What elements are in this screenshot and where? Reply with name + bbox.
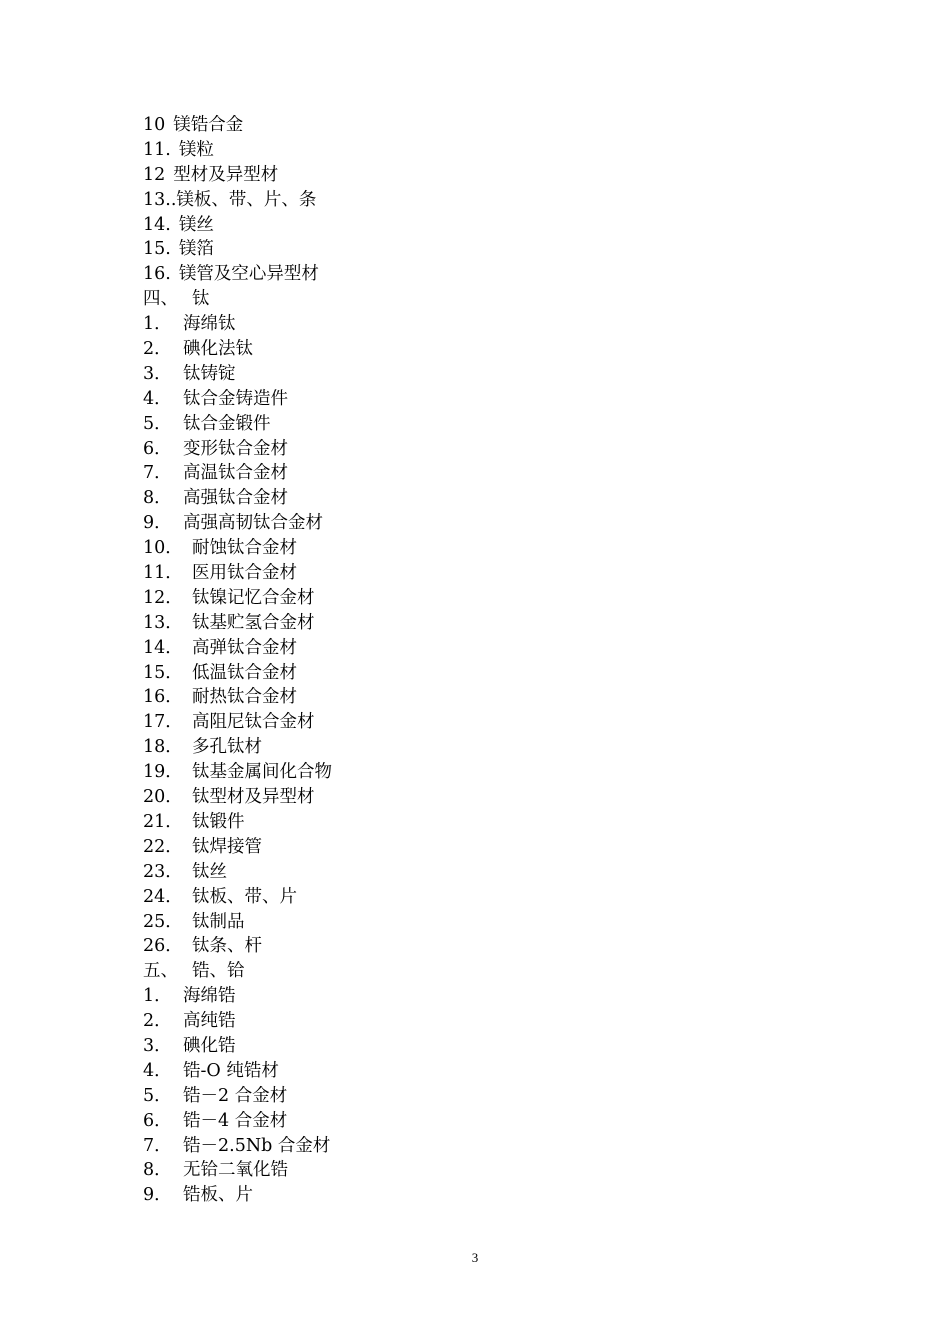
item-text: 镁箔 — [178, 239, 214, 260]
list-item — [143, 1009, 843, 1034]
list-item — [143, 362, 843, 387]
item-number: 4． — [143, 1060, 172, 1081]
section-heading-titanium — [143, 287, 843, 312]
list-item — [143, 486, 843, 511]
list-item — [143, 412, 843, 437]
item-number: 17． — [143, 712, 183, 733]
item-text: 型材及异型材 — [173, 164, 279, 185]
item-text: 钛焊接管 — [192, 836, 262, 857]
item-number: 22． — [143, 836, 183, 857]
item-text: 钛基贮氢合金材 — [192, 612, 315, 633]
list-item — [143, 586, 843, 611]
list-item — [143, 885, 843, 910]
item-text: 钛制品 — [192, 911, 245, 932]
section-number: 五、 — [143, 961, 178, 982]
section-title: 钛 — [192, 289, 210, 310]
item-number: 23． — [143, 861, 183, 882]
list-item — [143, 1109, 843, 1134]
item-number: 5． — [143, 413, 172, 434]
item-number: 6． — [143, 1110, 172, 1131]
item-text: 多孔钛材 — [192, 737, 262, 758]
list-item — [143, 1084, 843, 1109]
item-number: 6． — [143, 438, 172, 459]
item-text: 低温钛合金材 — [192, 662, 297, 683]
item-number: 25． — [143, 911, 183, 932]
list-item — [143, 810, 843, 835]
item-text: 镁丝 — [178, 214, 214, 235]
list-item — [143, 561, 843, 586]
item-number: 1． — [143, 314, 172, 335]
item-text: 钛条、杆 — [192, 936, 262, 957]
item-text: 海绵钛 — [183, 314, 236, 335]
item-number: 12 — [143, 164, 166, 185]
item-text: 高纯锆 — [183, 1011, 236, 1032]
item-number: 7． — [143, 463, 172, 484]
item-text: 耐热钛合金材 — [192, 687, 297, 708]
list-item — [143, 710, 843, 735]
item-number: 19． — [143, 762, 183, 783]
item-number: 18． — [143, 737, 183, 758]
item-text: 钛合金锻件 — [183, 413, 271, 434]
list-item — [143, 1134, 843, 1159]
document-body — [143, 113, 843, 1208]
item-number: 14． — [143, 637, 183, 658]
item-number: 9． — [143, 513, 172, 534]
list-item — [143, 387, 843, 412]
item-text: 海绵锆 — [183, 986, 236, 1007]
item-number: 20． — [143, 787, 183, 808]
list-item — [143, 1183, 843, 1208]
item-number: 21． — [143, 811, 183, 832]
item-number: 10． — [143, 538, 183, 559]
list-item — [143, 213, 843, 238]
item-text: 变形钛合金材 — [183, 438, 288, 459]
item-number: 13.. — [143, 189, 177, 210]
item-text: 锆-O 纯锆材 — [183, 1060, 279, 1081]
list-item — [143, 910, 843, 935]
item-number: 2． — [143, 1011, 172, 1032]
item-number: 10 — [143, 115, 166, 135]
list-item — [143, 934, 843, 959]
item-text: 高弹钛合金材 — [192, 637, 297, 658]
item-number: 8． — [143, 488, 172, 509]
item-text: 钛板、带、片 — [192, 886, 297, 907]
list-item — [143, 163, 843, 188]
item-text: 钛锻件 — [192, 811, 245, 832]
list-item — [143, 685, 843, 710]
item-number: 5． — [143, 1085, 172, 1106]
list-item — [143, 511, 843, 536]
item-number: 12． — [143, 587, 183, 608]
item-text: 锆－2.5Nb 合金材 — [183, 1135, 331, 1156]
item-text: 钛丝 — [192, 861, 227, 882]
item-number: 24． — [143, 886, 183, 907]
list-item — [143, 661, 843, 686]
item-number: 16. — [143, 264, 171, 285]
item-number: 26． — [143, 936, 183, 957]
list-item — [143, 237, 843, 262]
list-item — [143, 461, 843, 486]
item-text: 镁粒 — [178, 139, 214, 160]
list-item — [143, 636, 843, 661]
zirconium-list — [143, 984, 843, 1208]
item-number: 8． — [143, 1160, 172, 1181]
list-item — [143, 113, 843, 138]
list-item — [143, 138, 843, 163]
list-item — [143, 1059, 843, 1084]
list-item — [143, 760, 843, 785]
item-number: 1． — [143, 986, 172, 1007]
item-number: 3． — [143, 363, 172, 384]
list-item — [143, 262, 843, 287]
list-item — [143, 735, 843, 760]
item-text: 锆板、片 — [183, 1185, 253, 1206]
item-text: 无铪二氧化锆 — [183, 1160, 288, 1181]
section-title: 锆、铪 — [192, 961, 245, 982]
item-text: 医用钛合金材 — [192, 563, 297, 584]
list-item — [143, 984, 843, 1009]
section-number: 四、 — [143, 289, 178, 310]
item-text: 钛型材及异型材 — [192, 787, 315, 808]
item-number: 11. — [143, 139, 171, 160]
item-text: 镁管及空心异型材 — [178, 264, 319, 285]
item-text: 锆－2 合金材 — [183, 1085, 288, 1106]
item-text: 钛铸锭 — [183, 363, 236, 384]
item-text: 耐蚀钛合金材 — [192, 538, 297, 559]
page-number: 3 — [471, 1250, 479, 1265]
item-number: 7． — [143, 1135, 172, 1156]
item-number: 14. — [143, 214, 171, 235]
item-text: 钛镍记忆合金材 — [192, 587, 315, 608]
item-text: 镁板、带、片、条 — [176, 189, 317, 210]
list-item — [143, 337, 843, 362]
item-number: 15. — [143, 239, 171, 260]
list-item — [143, 785, 843, 810]
item-text: 钛合金铸造件 — [183, 388, 288, 409]
list-item — [143, 860, 843, 885]
list-item — [143, 188, 843, 213]
list-item — [143, 611, 843, 636]
item-text: 高阻尼钛合金材 — [192, 712, 315, 733]
item-text: 碘化锆 — [183, 1035, 236, 1056]
list-item — [143, 1158, 843, 1183]
magnesium-list — [143, 113, 843, 287]
item-number: 9． — [143, 1185, 172, 1206]
item-number: 2． — [143, 339, 172, 360]
item-number: 15． — [143, 662, 183, 683]
item-number: 4． — [143, 388, 172, 409]
list-item — [143, 437, 843, 462]
item-text: 锆－4 合金材 — [183, 1110, 288, 1131]
titanium-list — [143, 312, 843, 959]
item-number: 13． — [143, 612, 183, 633]
list-item — [143, 312, 843, 337]
item-text: 镁锆合金 — [173, 115, 244, 135]
list-item — [143, 835, 843, 860]
item-number: 3． — [143, 1035, 172, 1056]
section-heading-zirconium — [143, 959, 843, 984]
item-text: 高强钛合金材 — [183, 488, 288, 509]
list-item — [143, 536, 843, 561]
list-item — [143, 1034, 843, 1059]
item-text: 钛基金属间化合物 — [192, 762, 332, 783]
item-text: 高温钛合金材 — [183, 463, 288, 484]
item-number: 16． — [143, 687, 183, 708]
item-text: 高强高韧钛合金材 — [183, 513, 323, 534]
item-text: 碘化法钛 — [183, 339, 253, 360]
item-number: 11． — [143, 563, 183, 584]
